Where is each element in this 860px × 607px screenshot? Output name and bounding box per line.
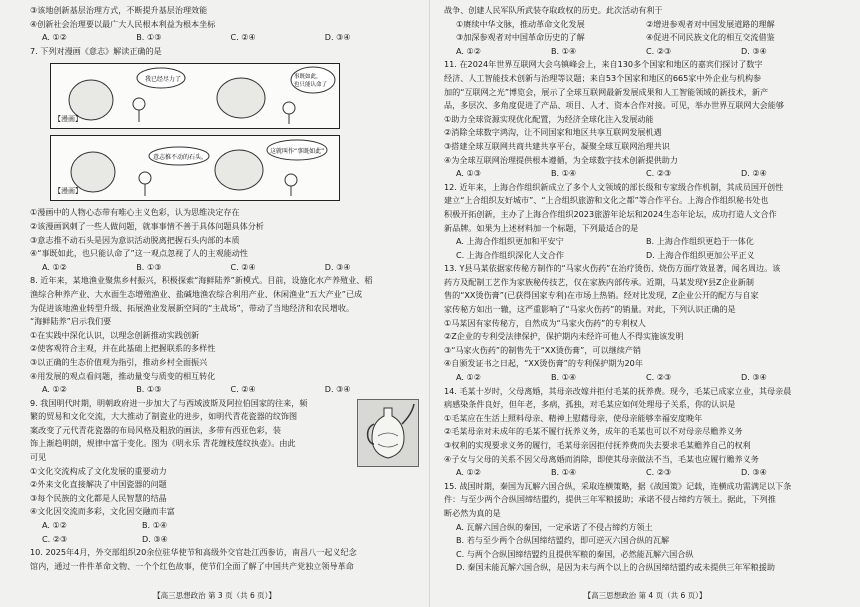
question-13-text: 13. Y县马某依据家传秘方制作的“马家火伤药”在治疗烫伤、烧伤方面疗效显著，闻名周边。该 [444, 263, 781, 274]
question-11-text: 11. 在2024年世界互联网大会乌镇峰会上，来自130多个国家和地区的嘉宾们探讨了数字 [444, 59, 763, 70]
option-line: ④为全球互联网治理提供根本遵循，为全球数字技术创新提供助力 [444, 154, 678, 165]
option-a: A. ①② [42, 384, 68, 395]
question-8-text: “海鲜陆养”启示我们要 [30, 316, 112, 327]
option-b: B. ①④ [551, 45, 577, 56]
option-b: B. ①④ [551, 372, 577, 383]
option-line: ①毛某应在生活上照料母亲、精神上慰藉母亲，使母亲能够幸福安度晚年 [444, 412, 703, 423]
option-c: C. ②④ [230, 384, 256, 395]
option-line: ③权利的实现要求义务的履行，毛某母亲因拒付抚养费而失去要求毛某赡养自己的权利 [444, 440, 751, 450]
option-d: D. ②④ [741, 168, 767, 179]
speech-bubble: 我已经尽力了 [145, 76, 182, 84]
option-line: ③意志推不动石头是因为意识活动脱离把握石头内部的本质 [30, 234, 240, 245]
option-line: ②Z企业的专利受法律保护，保护期内未经许可他人不得实施该发明 [444, 331, 684, 342]
option-b: B. ①③ [136, 384, 162, 395]
option-a: A. ①② [42, 261, 68, 272]
answer-options [444, 249, 836, 263]
option-line: ④创新社会治理要以最广大人民根本利益为根本坐标 [30, 18, 216, 29]
page-4 [430, 0, 860, 607]
option-line: ④文化因交流而多彩，文化因交融而丰富 [30, 506, 175, 517]
question-11-text: 品，多层次、多角度促进了产品、项目、人才、资本合作对接。可见，举办世界互联网大会能够 [444, 100, 784, 111]
option-c: C. 与两个合纵国缔结盟约且提供军粮的秦国，必然能瓦解六国合纵 [456, 548, 694, 559]
option-c: C. ②④ [230, 261, 256, 272]
option-line: ③加深参观者对中国革命历史的了解 [456, 32, 585, 43]
option-c: C. 上海合作组织深化人文合作 [456, 249, 564, 260]
ewer-icon [358, 400, 418, 466]
answer-options [30, 31, 419, 45]
option-c: C. ②③ [646, 372, 672, 383]
question-15-text: 断必然为真的是 [444, 507, 501, 518]
question-12-text: 新品牌。如果为上述材料加一个标题，下列最适合的是 [444, 222, 639, 233]
answer-options [444, 371, 836, 385]
option-line: ①在实践中深化认识，以理念创新推动实践创新 [30, 329, 200, 340]
option-line: ④自颁发证书之日起，“XX烫伤膏”的专利保护期为20年 [444, 358, 643, 369]
option-b: B. ①③ [136, 261, 162, 272]
option-a: A. ①② [456, 45, 482, 56]
option-line: ②增进参观者对中国发展道路的理解 [646, 18, 775, 29]
option-d: D. 上海合作组织更加公平正义 [646, 249, 755, 260]
option-line: ②消除全球数字鸿沟，让不同国家和地区共享互联网发展机遇 [444, 127, 662, 138]
cartoon-drawing [51, 64, 339, 128]
question-10-text: 战争、创建人民军队所武装夺取政权的历史。此次活动有利于 [444, 5, 663, 15]
panel-label: 【漫画】 [54, 114, 82, 123]
answer-options [30, 261, 419, 275]
question-14-text: 14. 毛某十岁时，父母离婚，其母亲改嫁并拒付毛某的抚养费。现今，毛某已成家立业，其母亲晨 [444, 385, 792, 396]
option-b: B. ①④ [551, 467, 577, 478]
option-line: ①文化交流构成了文化发展的重要动力 [30, 465, 167, 476]
answer-options [30, 533, 242, 547]
cartoon-panel [50, 135, 340, 201]
option-line: ②毛某母亲对未成年的毛某不履行抚养义务，成年的毛某也可以不对母亲尽赡养义务 [444, 426, 743, 437]
answer-options [30, 519, 242, 533]
option-a: A. ①② [42, 520, 68, 531]
option-line: ④“事既如此，也只能认命了”这一观点忽视了人的主观能动性 [30, 248, 248, 259]
option-b: B. 上海合作组织更趋于一体化 [646, 236, 754, 247]
option-d: D. ③④ [142, 533, 168, 544]
panel-label: 【漫画】 [54, 186, 82, 195]
option-line: ①马某因有家传秘方，自然成为“马家火伤药”的专利权人 [444, 317, 646, 328]
answer-options [444, 235, 836, 249]
question-11-text: 经济、人工智能技术创新与治理等议题；来自53个国家和地区的665家中外企业与机构参 [444, 72, 762, 83]
option-line: ①赓续中华文脉，推动革命文化发展 [456, 18, 585, 29]
option-line: ④促进不同民族文化的相互交流借鉴 [646, 32, 775, 43]
option-a: A. ①② [456, 467, 482, 478]
option-d: D. ③④ [324, 32, 351, 43]
option-line: ②使客观符合主观，并在此基础上把握联系的多样性 [30, 343, 216, 354]
option-b: B. ①③ [136, 32, 162, 43]
option-a: A. 上海合作组织更加和平安宁 [456, 236, 564, 247]
speech-bubble: 事既如此， [294, 74, 322, 81]
answer-options [30, 383, 419, 397]
speech-bubble: 也只能认命了 [294, 82, 328, 89]
question-15-text: 15. 战国时期，秦国为瓦解六国合纵，采取连横策略，据《战国策》记载，连横成功需满足以下条 [444, 480, 792, 491]
cartoon-panel [50, 63, 340, 129]
option-d: D. 秦国未能瓦解六国合纵，是因为未与两个以上的合纵国缔结盟约或未提供三年军粮援助 [456, 562, 775, 573]
option-line: ②该漫画讽刺了一些人做问题，就事事情不善于具体问题具体分析 [30, 220, 264, 231]
option-d: D. ③④ [741, 467, 767, 478]
option-d: D. ③④ [741, 45, 767, 56]
option-line: ②外来文化直接解决了中国瓷器的问题 [30, 479, 167, 490]
option-row [444, 18, 836, 32]
option-line: ④子女与父母的关系不因父母离婚而消除，即使其母亲做法不当，毛某也应履行赡养义务 [444, 453, 759, 464]
option-a: A. ①② [456, 372, 482, 383]
option-c: C. ②③ [646, 467, 672, 478]
speech-bubble: 意志推不动的石头。 [153, 154, 208, 162]
question-10-text: 10. 2025年4月，外交部组织20余位驻华使节和高级外交官赴江西参访，南昌八一起义纪念 [30, 547, 357, 558]
question-8-text: 8. 近年来，某地渔业聚焦乡村振兴，积极探索“海鲜陆养”新模式。目前，设施化水产养殖业、稻 [30, 275, 373, 286]
option-b: B. ①④ [551, 168, 577, 179]
question-12-text: 建立“上合组织友好城市”、“上合组织旅游和文化之都”等合作平台。上海合作组织秘书处也 [444, 195, 769, 206]
answer-options [444, 167, 836, 181]
question-8-text: 渔综合种养产业、大水面生态增殖渔业、盐碱地渔农综合利用产业、休闲渔业“五大产业”已成 [30, 288, 363, 299]
option-c: C. ②③ [646, 45, 672, 56]
option-a: A. ①③ [456, 168, 482, 179]
cartoon-drawing [51, 136, 339, 200]
option-line: ①助力全球资源实现优化配置，为经济全球化注入发展动能 [444, 113, 654, 124]
question-9-text: 可见 [30, 452, 47, 463]
question-9-text: 饰上渐趋明朗，规律中富于变化。图为《明永乐 青花缠枝莲纹执壶》。由此 [30, 438, 296, 449]
speech-bubble: 这就叫作“事既如此” [270, 148, 325, 156]
option-c: C. ②③ [42, 533, 68, 544]
option-d: D. ③④ [324, 384, 351, 395]
question-10-text: 馆内，通过一件件革命文物、一个个红色故事，使节们全面了解了中国共产党独立领导革命 [30, 560, 354, 571]
question-12-text: 12. 近年来，上海合作组织新成立了多个人文领域的部长级和专家级合作机制，其成员国开创性 [444, 181, 784, 192]
page-footer: 【高三思想政治 第 3 页（共 6 页）】 [153, 591, 276, 601]
question-9-text: 案改变了元代青花瓷器的布局风格及粗放的画法，多带有西亚色彩，装 [30, 424, 281, 435]
question-15-text: 件：与至少两个合纵国缔结盟约，提供三年军粮援助；承诺不侵占缔约方领土。据此，下列推 [444, 494, 776, 505]
question-7-stem: 7. 下列对漫画《意志》解读正确的是 [30, 45, 162, 56]
option-b: B. ①④ [142, 520, 168, 531]
option-a: A. 瓦解六国合纵的秦国，一定承诺了不侵占缔约方领土 [456, 521, 653, 532]
option-line: ③搭建全球互联网共商共建共享平台，凝聚全球互联网治理共识 [444, 140, 670, 151]
option-d: D. ③④ [324, 261, 351, 272]
option-line: ③每个民族的文化都是人民智慧的结晶 [30, 492, 167, 503]
option-b: B. 若与至少两个合纵国缔结盟约，即可逆灭六国合纵的瓦解 [456, 535, 670, 546]
cartoon-illustration [50, 61, 340, 203]
option-line: ③以正确的生态价值观为指引，推动乡村全面振兴 [30, 356, 208, 367]
option-line: ③“马家火伤药”的制售先于“XX烫伤膏”，可以继续产销 [444, 344, 641, 355]
option-line: ④用发展的观点看问题，推动量变与质变的相互转化 [30, 370, 216, 381]
page-footer: 【高三思想政治 第 4 页（共 6 页）】 [583, 591, 707, 601]
porcelain-ewer-image [357, 399, 419, 467]
question-11-text: 加的“互联网之光”博览会，展示了全球互联网最新发展成果和人工智能领域的新技术，新产 [444, 86, 769, 97]
question-14-text: 病感染条件良好，但年老，多病，孤独，对毛某应如何处理母子关系，你的认识是 [444, 399, 736, 410]
question-13-text: 售的“XX烫伤膏”(已获得国家专利)在市场上热销。经对比发现，Z企业公开的配方与自家 [444, 290, 759, 301]
option-a: A. ①② [42, 32, 68, 43]
option-line: ③该地创新基层治理方式，不断提升基层治理效能 [30, 5, 208, 15]
answer-options [444, 45, 836, 59]
option-d: D. ③④ [741, 372, 767, 383]
question-13-text: 家传秘方如出一辙，这严重影响了“马家火伤药”的销量。对此，下列认识正确的是 [444, 304, 736, 315]
option-c: C. ②④ [230, 32, 256, 43]
question-13-text: 药方及配制工艺作为家族秘传技艺，仅在家族内部传承。近期，马某发现Y县Z企业新制 [444, 276, 754, 287]
question-12-text: 积极开拓创新，主办了上海合作组织2023旅游年论坛和2024生态年论坛，成功打造人文合作 [444, 208, 777, 219]
option-line: ①漫画中的人物心态带有唯心主义色彩，认为思维决定存在 [30, 207, 240, 218]
answer-options [444, 466, 836, 480]
option-c: C. ②③ [646, 168, 672, 179]
question-9-text: 繁的贸易和文化交流，大大推动了制瓷业的进步，如明代青花瓷器的纹饰图 [30, 411, 298, 422]
question-8-text: 为促进该地渔业转型升级、拓展渔业发展新空间的“主战场”，带动了当地经济和农民增收。 [30, 302, 355, 313]
question-9-text: 9. 我国明代时期，明朝政府进一步加大了与西域波斯及阿拉伯国家的往来，频 [30, 397, 308, 408]
option-row [444, 31, 836, 45]
